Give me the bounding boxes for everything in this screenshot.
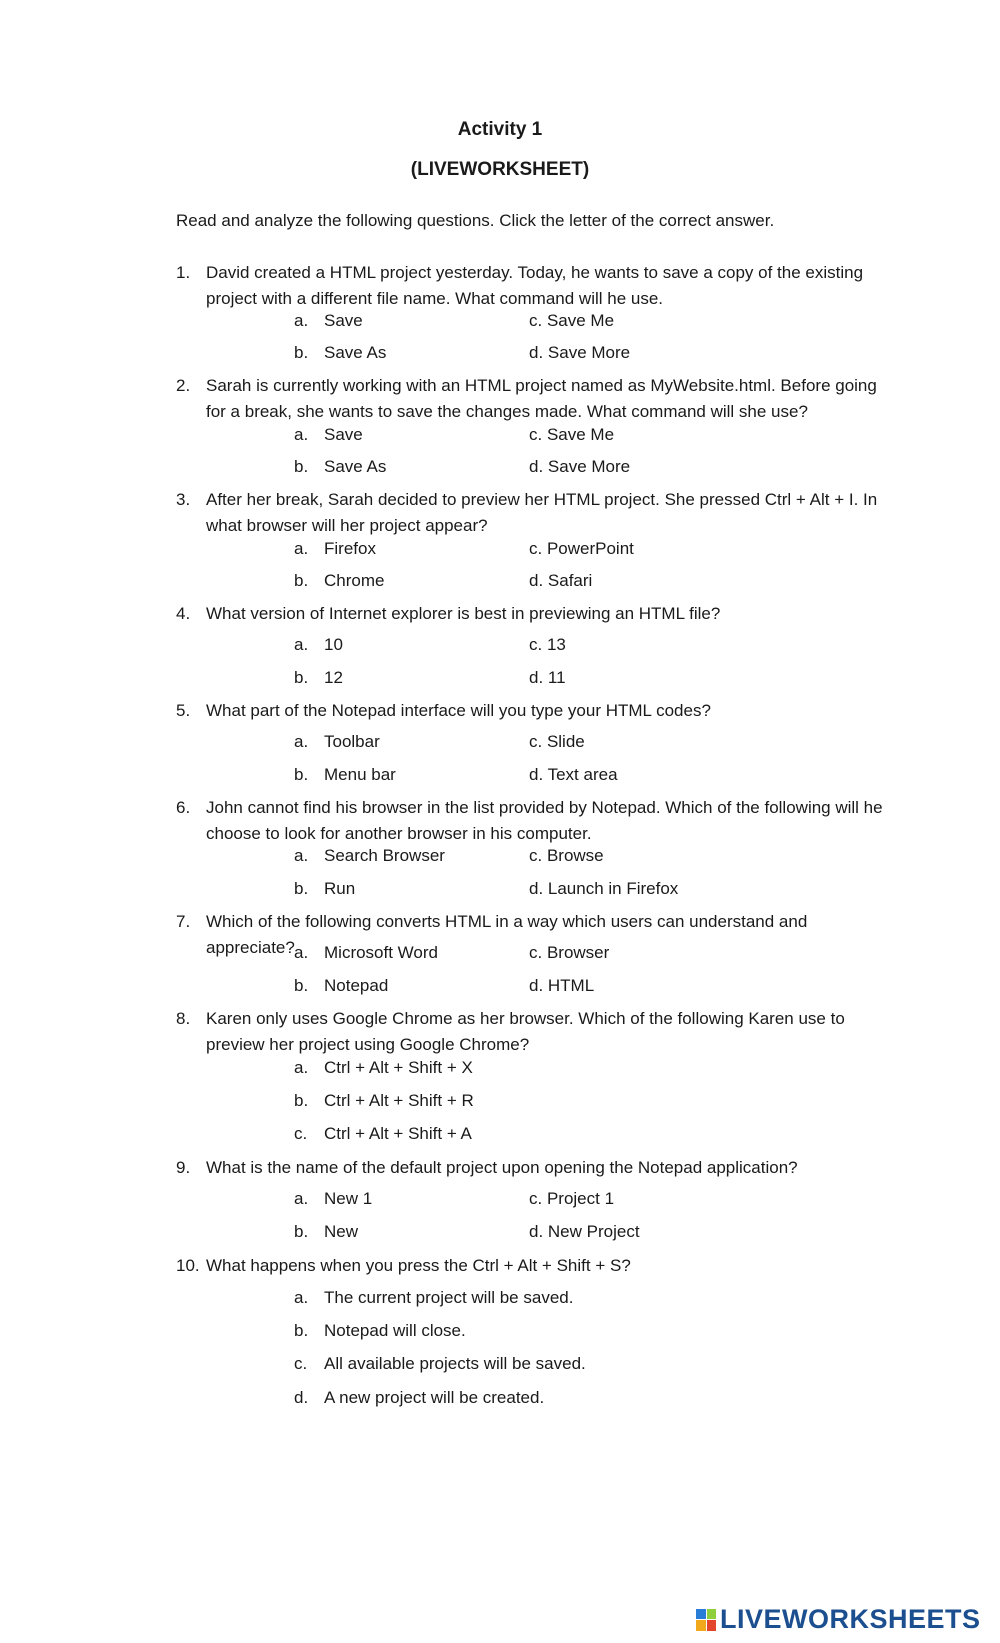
option-a[interactable]: [294, 538, 376, 560]
question-5: [176, 698, 886, 724]
option-b[interactable]: [294, 570, 384, 592]
option-text[interactable]: Firefox: [324, 539, 376, 558]
option-d[interactable]: [529, 342, 630, 364]
option-text[interactable]: All available projects will be saved.: [324, 1354, 586, 1373]
option-text[interactable]: Menu bar: [324, 765, 396, 784]
option-text[interactable]: Save: [324, 425, 363, 444]
option-letter[interactable]: d.: [294, 1388, 309, 1407]
question-text: Sarah is currently working with an HTML project named as MyWebsite.html. Before going for a break, she wants to save the changes made. What command will she use?: [206, 376, 877, 421]
option-letter[interactable]: a.: [294, 943, 309, 962]
option-d[interactable]: [294, 1387, 544, 1409]
question-text: What is the name of the default project upon opening the Notepad application?: [206, 1158, 798, 1177]
option-letter[interactable]: a.: [294, 635, 309, 654]
option-b[interactable]: [294, 1320, 466, 1342]
question-9: [176, 1155, 886, 1181]
question-text: What happens when you press the Ctrl + Alt + Shift + S?: [206, 1256, 631, 1275]
option-text[interactable]: d. Save More: [529, 457, 631, 476]
option-letter[interactable]: a.: [294, 425, 309, 444]
option-b[interactable]: [294, 975, 388, 997]
question-10: [176, 1253, 886, 1279]
option-text[interactable]: d. HTML: [529, 976, 595, 995]
option-text[interactable]: Notepad: [324, 976, 389, 995]
option-text[interactable]: Run: [324, 879, 356, 898]
option-b[interactable]: [294, 764, 396, 786]
question-number: 1.: [176, 263, 191, 282]
option-b[interactable]: [294, 1221, 358, 1243]
option-text[interactable]: Microsoft Word: [324, 943, 438, 962]
option-text[interactable]: Search Browser: [324, 846, 445, 865]
option-text[interactable]: Toolbar: [324, 732, 380, 751]
question-number: 4.: [176, 604, 191, 623]
option-letter[interactable]: a.: [294, 311, 309, 330]
question-text: After her break, Sarah decided to preview her HTML project. She pressed Ctrl + Alt + I. In what browser will her project appear?: [206, 490, 878, 535]
option-text[interactable]: The current project will be saved.: [324, 1288, 574, 1307]
option-c[interactable]: [529, 731, 585, 753]
question-text: What version of Internet explorer is best in previewing an HTML file?: [206, 604, 721, 623]
option-letter[interactable]: b.: [294, 765, 309, 784]
option-text[interactable]: A new project will be created.: [324, 1388, 545, 1407]
option-text[interactable]: Save As: [324, 457, 387, 476]
option-b[interactable]: [294, 456, 386, 478]
question-number: 9.: [176, 1158, 191, 1177]
option-letter[interactable]: a.: [294, 732, 309, 751]
option-text[interactable]: Save As: [324, 343, 387, 362]
option-letter[interactable]: c.: [294, 1354, 308, 1373]
option-a[interactable]: [294, 1057, 473, 1079]
option-b[interactable]: [294, 342, 386, 364]
option-text[interactable]: Save: [324, 311, 363, 330]
option-c[interactable]: [529, 424, 614, 446]
option-text[interactable]: c. Browse: [529, 846, 604, 865]
option-a[interactable]: [294, 942, 438, 964]
question-3: [176, 487, 886, 539]
question-number: 5.: [176, 701, 191, 720]
option-text[interactable]: Ctrl + Alt + Shift + X: [324, 1058, 473, 1077]
option-c[interactable]: [294, 1353, 586, 1375]
option-letter[interactable]: b.: [294, 457, 309, 476]
option-d[interactable]: [529, 975, 594, 997]
option-text[interactable]: c. 13: [529, 635, 566, 654]
instructions: Read and analyze the following questions. Click the letter of the correct answer.: [176, 211, 775, 230]
question-number: 2.: [176, 376, 191, 395]
option-d[interactable]: [529, 456, 630, 478]
question-6: [176, 795, 886, 847]
option-c[interactable]: [529, 310, 614, 332]
option-text[interactable]: c. Project 1: [529, 1189, 615, 1208]
question-4: [176, 601, 886, 627]
question-number: 7.: [176, 912, 191, 931]
option-a[interactable]: [294, 1188, 372, 1210]
option-text[interactable]: c. PowerPoint: [529, 539, 634, 558]
option-text[interactable]: New 1: [324, 1189, 373, 1208]
page-title: Activity 1: [457, 119, 543, 140]
option-b[interactable]: [294, 878, 355, 900]
option-text[interactable]: c. Browser: [529, 943, 610, 962]
option-c[interactable]: [529, 538, 634, 560]
option-text[interactable]: Chrome: [324, 571, 385, 590]
option-text[interactable]: d. New Project: [529, 1222, 640, 1241]
option-letter[interactable]: b.: [294, 1091, 309, 1110]
option-letter[interactable]: b.: [294, 879, 309, 898]
option-letter[interactable]: a.: [294, 1288, 309, 1307]
option-letter[interactable]: a.: [294, 1189, 309, 1208]
option-text[interactable]: 10: [324, 635, 343, 654]
option-c[interactable]: [529, 942, 609, 964]
question-number: 10.: [176, 1256, 200, 1275]
option-d[interactable]: [529, 764, 618, 786]
question-number: 3.: [176, 490, 191, 509]
option-text[interactable]: c. Save Me: [529, 425, 615, 444]
option-d[interactable]: [529, 878, 678, 900]
question-number: 6.: [176, 798, 191, 817]
option-a[interactable]: [294, 731, 380, 753]
option-a[interactable]: [294, 845, 445, 867]
liveworksheets-logo: [696, 1604, 981, 1635]
option-text[interactable]: d. 11: [529, 668, 566, 687]
option-letter[interactable]: b.: [294, 571, 309, 590]
option-text[interactable]: Ctrl + Alt + Shift + R: [324, 1091, 474, 1110]
option-d[interactable]: [529, 667, 566, 689]
option-a[interactable]: [294, 424, 363, 446]
option-text[interactable]: d. Safari: [529, 571, 593, 590]
option-text[interactable]: d. Save More: [529, 343, 631, 362]
option-letter[interactable]: b.: [294, 343, 309, 362]
question-1: [176, 260, 886, 312]
option-letter[interactable]: a.: [294, 846, 309, 865]
option-text[interactable]: Ctrl + Alt + Shift + A: [324, 1124, 472, 1143]
option-a[interactable]: [294, 310, 363, 332]
option-c[interactable]: [294, 1123, 472, 1145]
option-letter[interactable]: a.: [294, 539, 309, 558]
option-c[interactable]: [529, 634, 566, 656]
question-text: What part of the Notepad interface will you type your HTML codes?: [206, 701, 711, 720]
question-text: John cannot find his browser in the list provided by Notepad. Which of the following will he choose to look for another browser in his computer.: [206, 798, 883, 843]
logo-text: LIVEWORKSHEETS: [720, 1604, 981, 1634]
option-text[interactable]: 12: [324, 668, 343, 687]
liveworksheets-logo-icon: [696, 1609, 716, 1631]
question-2: [176, 373, 886, 425]
option-text[interactable]: New: [324, 1222, 359, 1241]
option-a[interactable]: [294, 1287, 573, 1309]
question-text: David created a HTML project yesterday. Today, he wants to save a copy of the existing project with a different file name. What command will he use.: [206, 263, 864, 308]
option-d[interactable]: [529, 570, 592, 592]
option-letter[interactable]: b.: [294, 976, 309, 995]
question-text: Karen only uses Google Chrome as her browser. Which of the following Karen use to preview her project using Google Chrome?: [206, 1009, 845, 1054]
option-text[interactable]: Notepad will close.: [324, 1321, 466, 1340]
option-d[interactable]: [529, 1221, 640, 1243]
option-text[interactable]: c. Slide: [529, 732, 585, 751]
option-text[interactable]: c. Save Me: [529, 311, 615, 330]
option-letter[interactable]: a.: [294, 1058, 309, 1077]
option-c[interactable]: [529, 1188, 614, 1210]
page-subtitle: (LIVEWORKSHEET): [410, 159, 590, 180]
option-c[interactable]: [529, 845, 604, 867]
question-8: [176, 1006, 886, 1058]
option-a[interactable]: [294, 634, 343, 656]
option-b[interactable]: [294, 667, 343, 689]
option-b[interactable]: [294, 1090, 474, 1112]
option-letter[interactable]: b.: [294, 1222, 309, 1241]
option-letter[interactable]: c.: [294, 1124, 308, 1143]
question-number: 8.: [176, 1009, 191, 1028]
question-text: Which of the following converts HTML in a way which users can understand and appreciate?: [206, 912, 808, 957]
option-text[interactable]: d. Launch in Firefox: [529, 879, 679, 898]
option-text[interactable]: d. Text area: [529, 765, 618, 784]
option-letter[interactable]: b.: [294, 668, 309, 687]
option-letter[interactable]: b.: [294, 1321, 309, 1340]
